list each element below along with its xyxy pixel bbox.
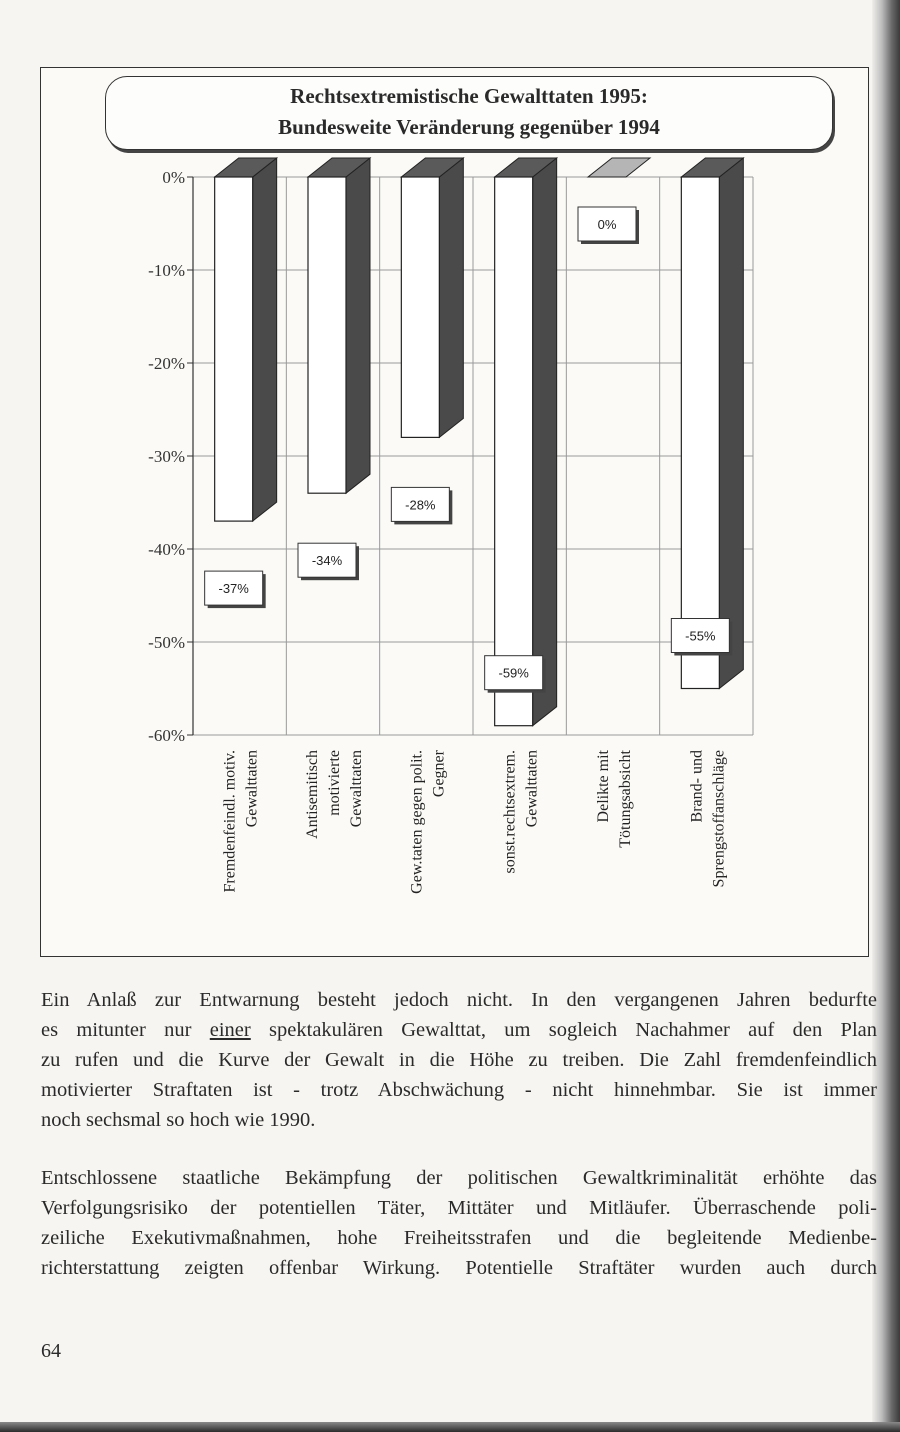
data-label: 0% [597,217,617,232]
bar-side [719,158,743,689]
bar [495,177,533,726]
data-label: -34% [311,553,343,569]
text-run: zu rufen und die Kurve der Gewalt in die Höhe zu treiben. Die Zahl fremdenfeindlich [41,1049,877,1071]
chart-title-box [105,76,833,150]
paragraph-1 [41,985,877,1135]
category-label: motivierte [326,750,343,816]
emphasis-underline: einer [209,1019,251,1041]
paragraph-2 [41,1163,877,1283]
bar-side [439,158,463,437]
bar [401,177,439,437]
bar [308,177,346,493]
chart-title-line2: Bundesweite Veränderung gegenüber 1994 [278,115,660,139]
category-label: Brand- und [688,750,706,823]
bar-side [346,158,370,493]
category-label: Delikte mit [595,750,612,823]
text-run: spektakulären Gewalttat, um sogleich Nachahmer auf den Plan [250,1019,877,1041]
text-line [41,1015,877,1045]
y-tick-label: -10% [148,261,185,280]
y-tick-label: -60% [148,726,185,745]
category-label: Sprengstoffanschläge [710,750,728,888]
text-run: es mitunter nur [41,1019,210,1041]
data-label: -59% [498,665,529,681]
bar-zero-top [588,158,650,177]
bar-side [533,158,557,726]
text-run: noch sechsmal so hoch wie 1990. [41,1109,316,1131]
data-label: -28% [405,497,436,513]
y-tick-label: -30% [148,447,185,466]
bar [215,177,253,521]
category-label: Gegner [430,750,448,798]
text-line [41,1105,877,1135]
y-tick-label: -50% [148,633,185,652]
text-run: Ein Anlaß zur Entwarnung besteht jedoch nicht. In den vergangenen Jahren bedurfte [41,989,877,1011]
text-line: Verfolgungsrisiko der potentiellen Täter, Mittäter und Mitläufer. Überraschende poli- [41,1197,877,1219]
text-line: Entschlossene staatliche Bekämpfung der politischen Gewaltkriminalität erhöhte das [41,1167,877,1189]
chart-title-line1: Rechtsextremistische Gewalttaten 1995: [290,84,648,108]
bar-side [253,158,277,521]
category-label: Gewalttaten [523,750,541,828]
category-label: Gewalttaten [243,750,261,828]
text-line: zeiliche Exekutivmaßnahmen, hohe Freiheitsstrafen und die begleitende Medienbe- [41,1227,877,1249]
bar [681,177,719,689]
page-number: 64 [41,1340,61,1362]
category-label: Fremdenfeindl. motiv. [221,750,239,893]
text-run: motivierter Straftaten ist - trotz Abschwächung - nicht hinnehmbar. Sie ist immer [41,1079,877,1101]
text-line: richterstattung zeigten offenbar Wirkung. Potentielle Straftäter wurden auch durch [41,1257,877,1279]
y-tick-label: -40% [148,540,185,559]
category-label: Gew.taten gegen polit. [408,750,426,894]
category-label: Antisemitisch [304,750,321,839]
text-line [41,985,877,1015]
category-label: sonst.rechtsextrem. [501,750,519,874]
data-label: -37% [218,581,249,597]
text-line [41,1045,877,1075]
page-bottom-shadow [0,1422,900,1432]
category-label: Gewalttaten [348,750,365,828]
category-label: Tötungsabsicht [617,750,634,848]
text-line [41,1075,877,1105]
y-tick-label: -20% [148,354,185,373]
data-label: -55% [685,628,716,644]
y-tick-label: 0% [162,168,185,187]
